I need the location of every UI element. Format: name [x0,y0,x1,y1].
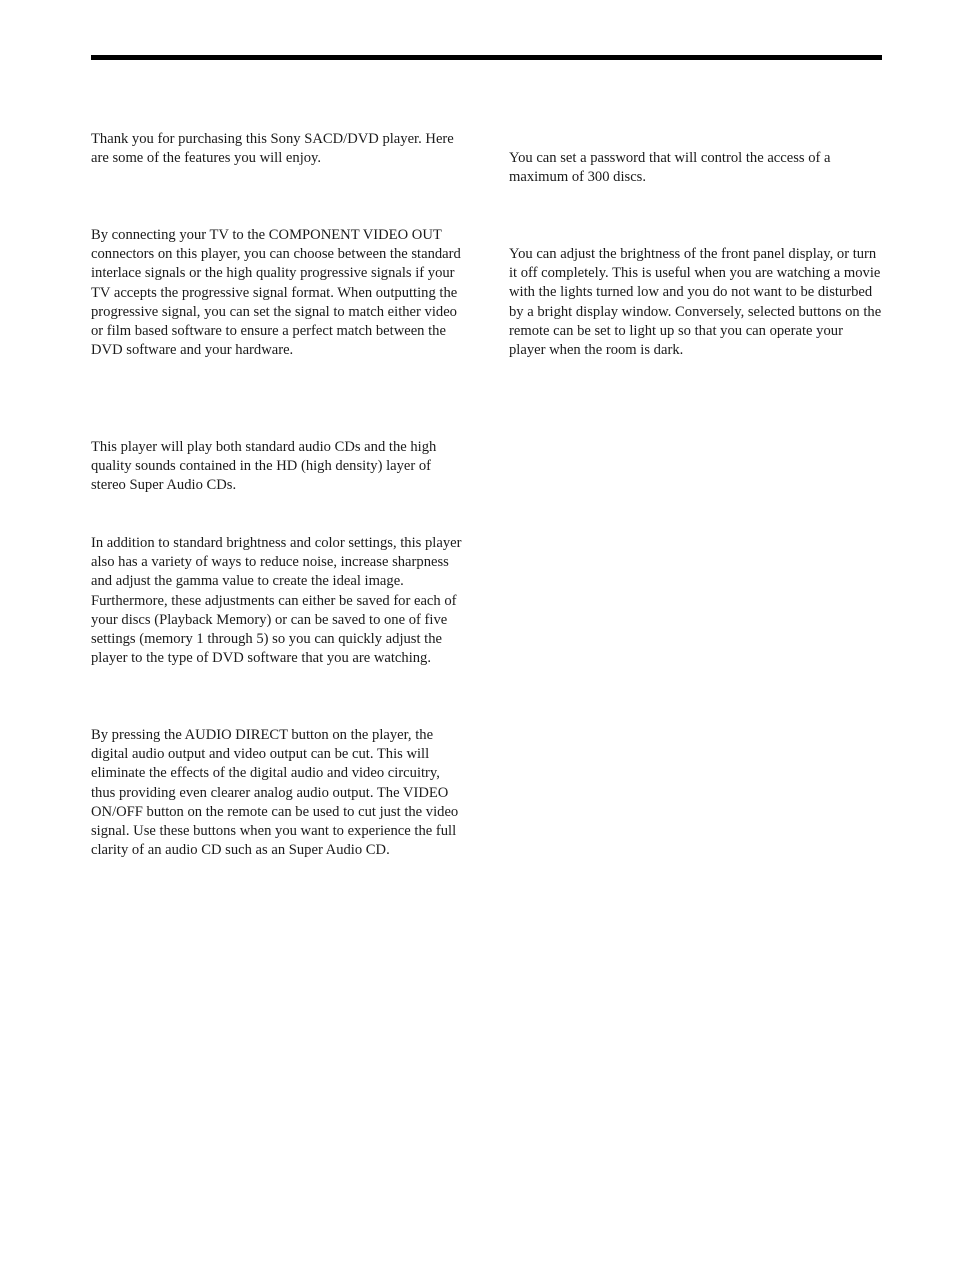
display-brightness-paragraph: You can adjust the brightness of the front panel display, or turn it off completely. This is useful when you are watching a movie with the lights turned low and you do not want to be disturbed by a bright display window. Conversely, selected buttons on the remote can be set to light up so that you can operate your player when the room is dark. [509,246,882,359]
intro-paragraph: Thank you for purchasing this Sony SACD/DVD player. Here are some of the features you will enjoy. [91,131,454,167]
super-audio-cd-paragraph: This player will play both standard audio CDs and the high quality sounds contained in the HD (high density) layer of stereo Super Audio CDs. [91,439,437,494]
progressive-signal-paragraph: By connecting your TV to the COMPONENT VIDEO OUT connectors on this player, you can choose between the standard interlace signals or the high quality progressive signals if your TV accepts the progressive signal format. When outputting the progressive signal, you can set the signal to match either video or film based software to ensure a perfect match between the DVD software and your hardware. [91,227,461,359]
parental-control-paragraph: You can set a password that will control the access of a maximum of 300 discs. [509,150,831,186]
audio-direct-paragraph: By pressing the AUDIO DIRECT button on the player, the digital audio output and video output can be cut. This will eliminate the effects of the digital audio and video circuitry, thus providing even clearer analog audio output. The VIDEO ON/OFF button on the remote can be used to cut just the video signal. Use these buttons when you want to experience the full clarity of an audio CD such as an Super Audio CD. [91,727,459,859]
picture-adjustment-paragraph: In addition to standard brightness and color settings, this player also has a variety of ways to reduce noise, increase sharpness and adjust the gamma value to create the ideal image. Furthermore, these adjustments can either be saved for each of your discs (Playback Memory) or can be saved to one of five settings (memory 1 through 5) so you can quickly adjust the player to the type of DVD software that you are watching. [91,535,462,667]
header-rule [91,55,882,60]
